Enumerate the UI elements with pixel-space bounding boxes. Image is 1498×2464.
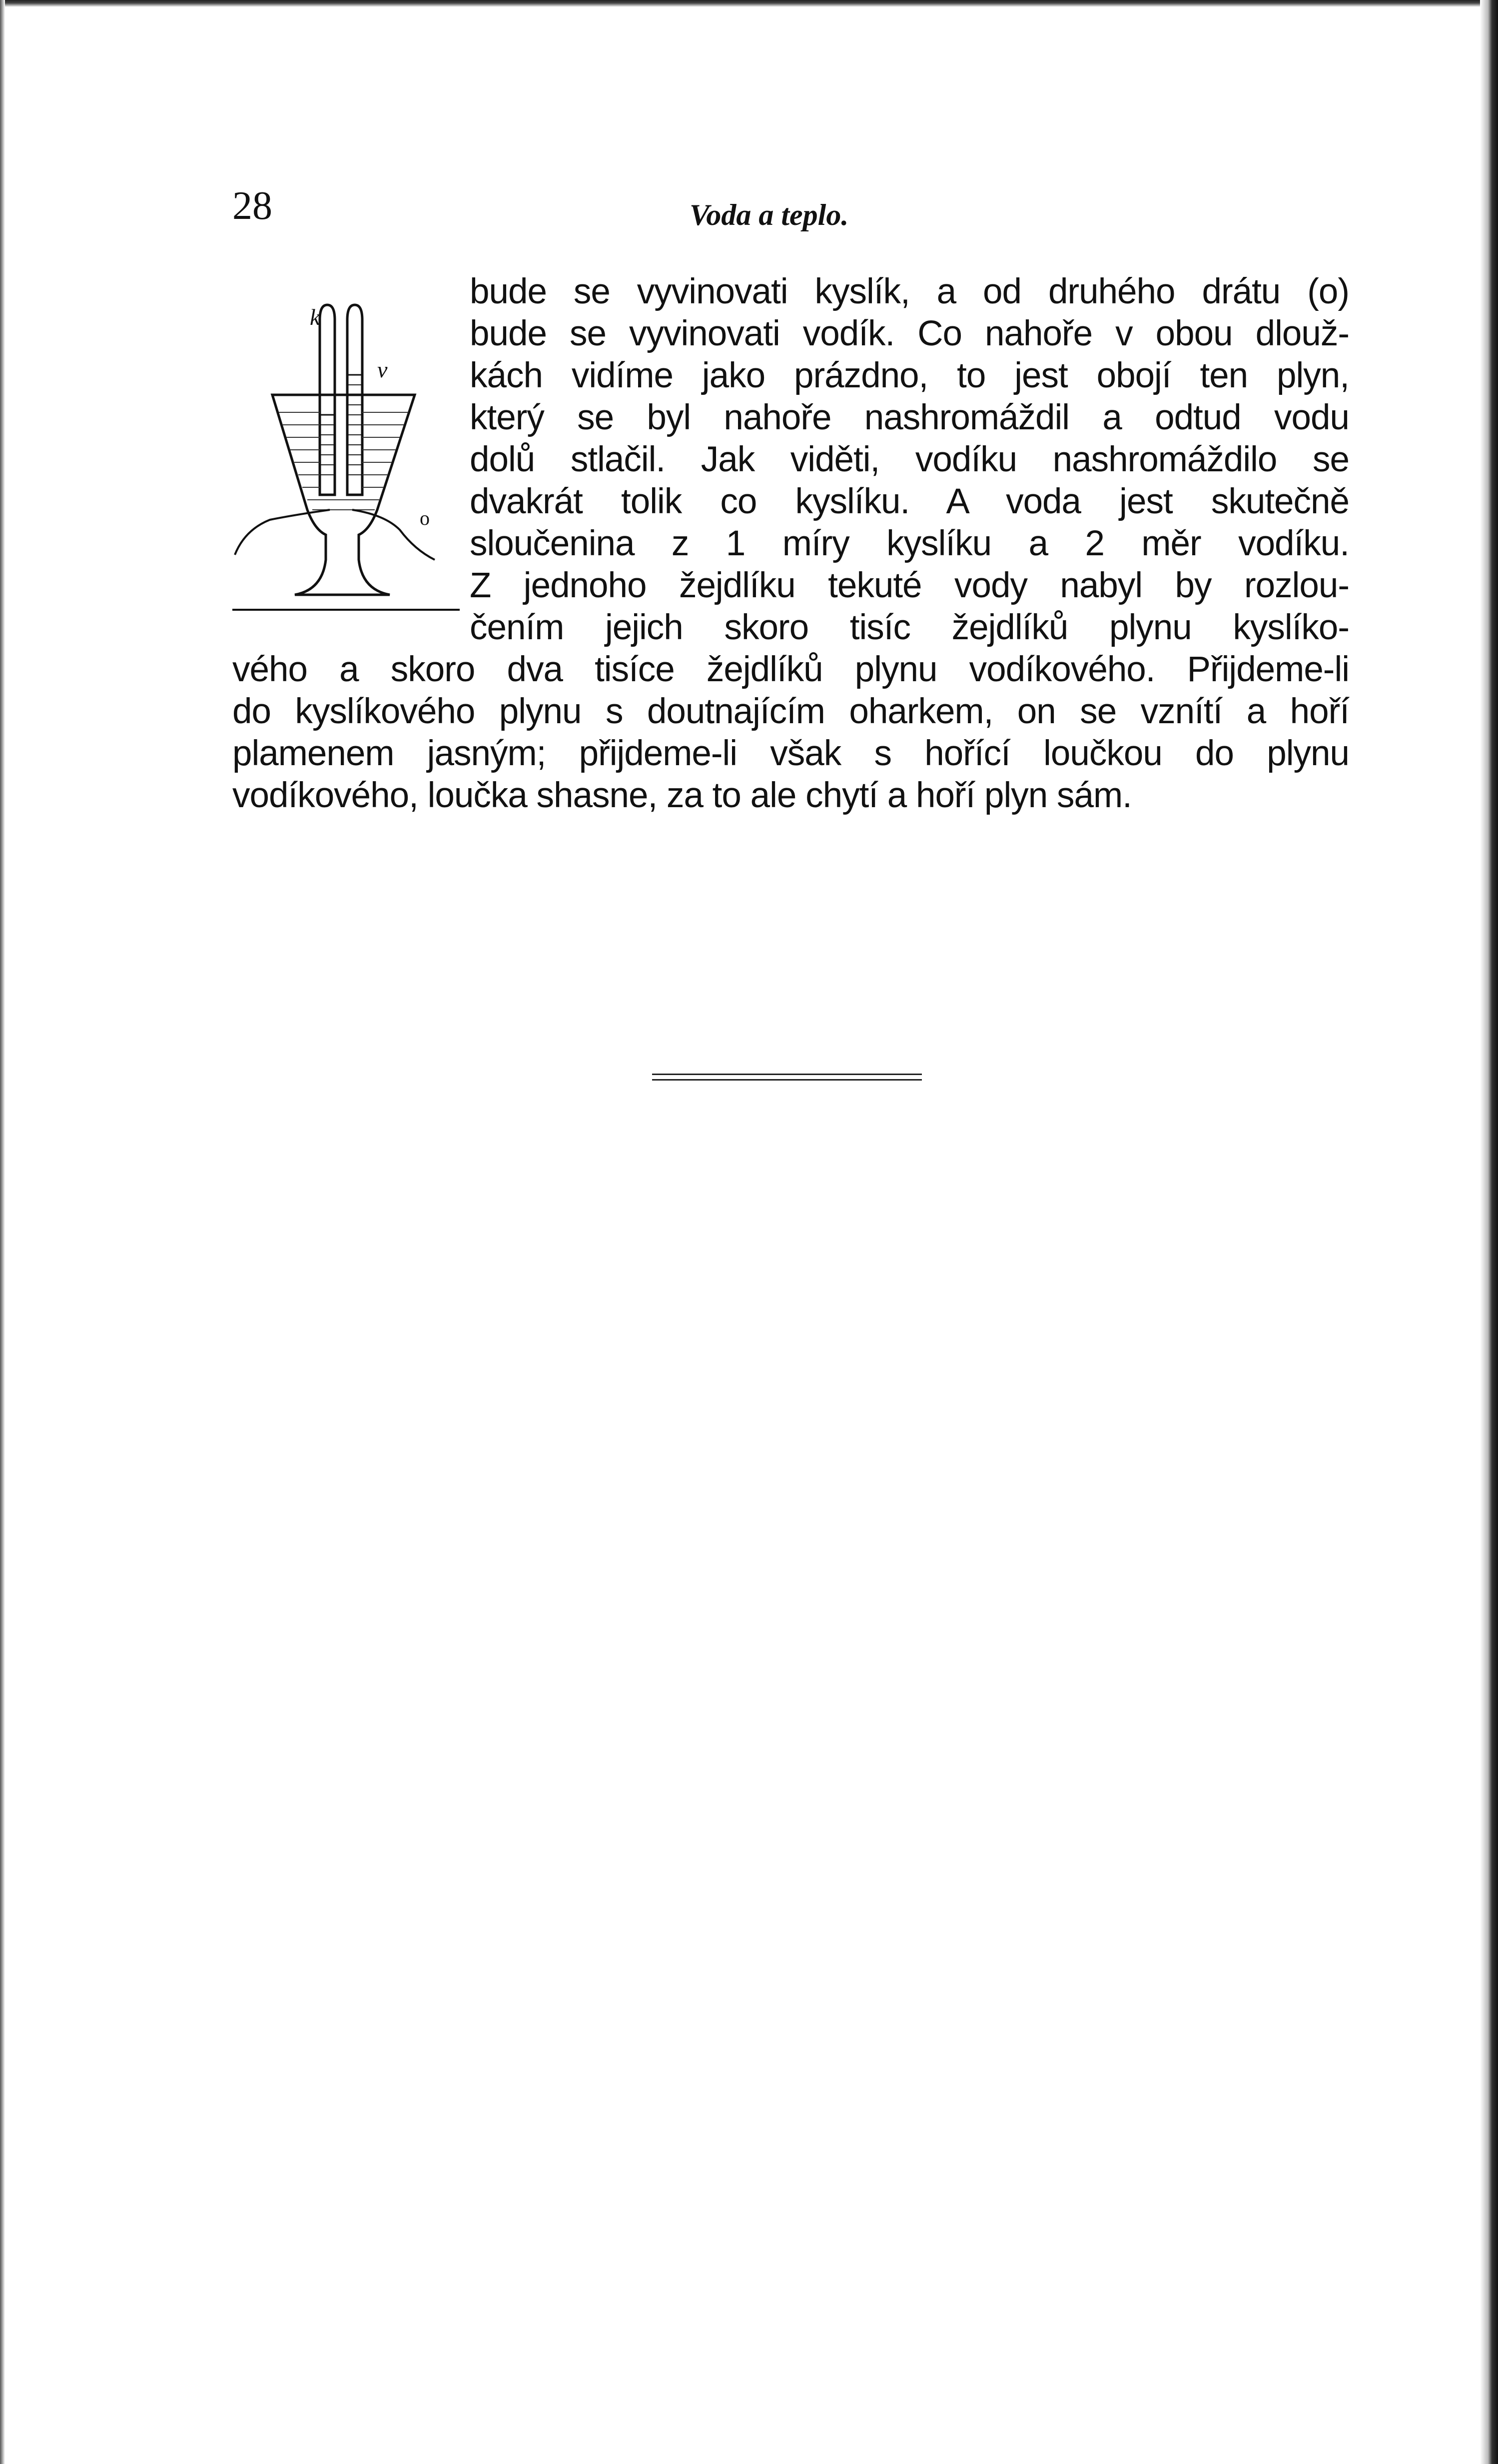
text-line: Z jednoho žejdlíku tekuté vody nabyl by rozlou- — [470, 566, 1349, 605]
label-o: o — [420, 507, 430, 529]
label-k: k — [310, 304, 320, 330]
right-tube — [347, 305, 362, 495]
text-line: do kyslíkového plynu s doutnajícím oharkem, on se vznítí a hoří — [232, 692, 1349, 731]
text-line: sloučenina z 1 míry kyslíku a 2 měr vodíku. — [470, 524, 1349, 563]
electrolysis-apparatus-figure — [225, 300, 460, 630]
text-line: bude se vyvinovati vodík. Co nahoře v obou dlouž- — [470, 314, 1349, 353]
label-v: v — [377, 357, 388, 382]
left-wire — [235, 510, 330, 555]
text-line: čením jejich skoro tisíc žejdlíků plynu kyslíko- — [470, 608, 1349, 647]
text-line: dolů stlačil. Jak viděti, vodíku nashromáždilo se — [470, 440, 1349, 479]
section-end-rule — [652, 1074, 922, 1081]
running-title: Voda a teplo. — [690, 198, 849, 231]
paragraph-full-width — [232, 649, 1349, 817]
paragraph-beside-figure — [470, 271, 1349, 649]
text-line: kách vidíme jako prázdno, to jest obojí ten plyn, — [470, 356, 1349, 395]
text-line: dvakrát tolik co kyslíku. A voda jest skutečně — [470, 482, 1349, 521]
text-line: plamenem jasným; přijdeme-li však s hořící loučkou do plynu — [232, 734, 1349, 773]
text-line: který se byl nahoře nashromáždil a odtud vodu — [470, 398, 1349, 437]
page-right-edge — [1480, 0, 1498, 2464]
text-line: vodíkového, loučka shasne, za to ale chytí a hoří plyn sám. — [232, 776, 1132, 815]
page-number: 28 — [232, 184, 272, 228]
text-line: vého a skoro dva tisíce žejdlíků plynu vodíkového. Přijdeme-li — [232, 650, 1349, 689]
page-left-edge — [0, 0, 5, 2464]
page-top-edge — [0, 0, 1498, 7]
text-line: bude se vyvinovati kyslík, a od druhého drátu (o) — [470, 272, 1349, 311]
left-tube — [320, 305, 335, 495]
